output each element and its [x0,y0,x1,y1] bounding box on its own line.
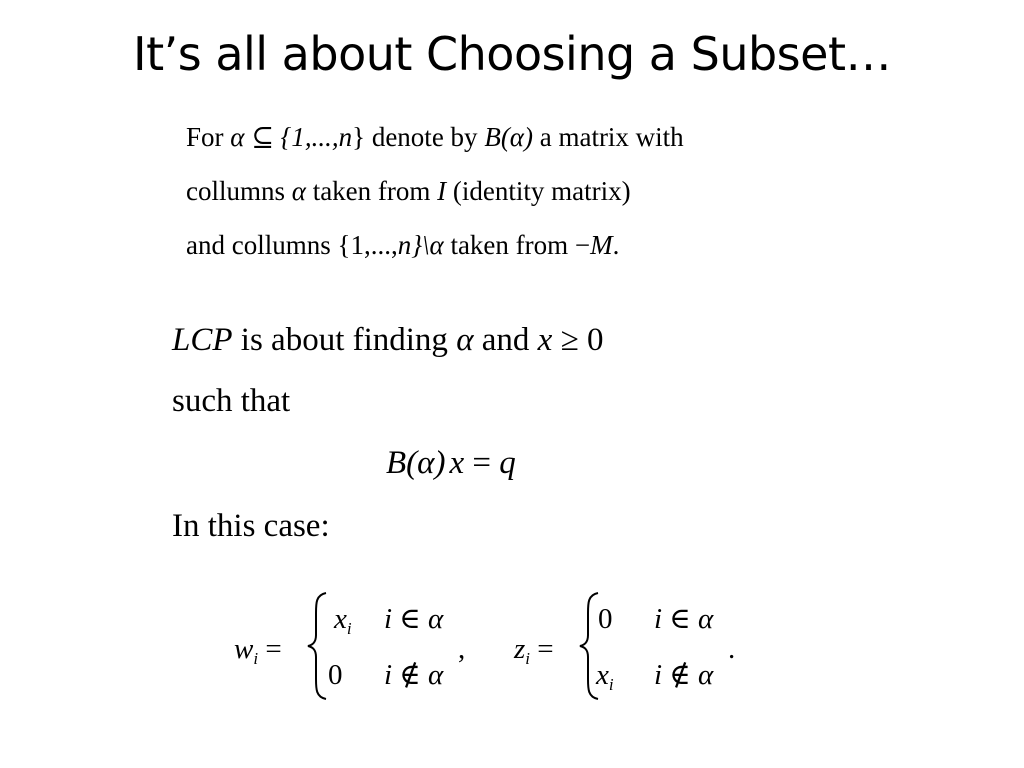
equation [386,442,516,484]
z-row1-condition [654,599,713,639]
math-w: w [234,633,254,665]
text: . [612,230,620,260]
left-brace-icon [306,591,328,701]
math-alpha: α [291,176,306,206]
math-B: B [386,445,407,481]
math-eq: = [530,633,554,665]
z-row2-value [596,655,614,695]
text: and collumns [186,230,338,260]
text: and [473,322,538,358]
math-eq: = [464,445,500,481]
math-x: x [449,445,465,481]
math-minus: − [574,230,591,260]
z-tail: . [728,633,736,665]
math-paren-alpha: (α) [500,122,533,152]
definition-line-1 [186,119,684,155]
definition-line-3 [186,227,619,263]
piecewise-z [514,597,754,709]
text: (identity matrix) [446,176,631,206]
math-x: x [537,322,553,358]
math-B: B [484,122,501,152]
definition-line-2 [186,173,631,209]
math-M: M [590,230,613,260]
w-row2-value: 0 [328,659,343,691]
text: a matrix with [532,122,684,152]
text: taken from [443,230,575,260]
main-line-2: such that [172,383,291,419]
text: collumns [186,176,292,206]
math-geq: ≥ 0 [552,322,604,358]
math-n: n [397,230,412,260]
math-cond: i ∈ α [654,603,714,635]
math-sub-i: i [253,649,259,668]
math-cond: i ∉ α [654,659,714,691]
math-sub-i: i [525,649,531,668]
text: For [186,122,231,152]
z-row2-condition [654,655,713,695]
math-set: {1,..., [337,230,398,260]
main-line-1 [172,319,603,361]
main-line-4: In this case: [172,508,330,544]
text: denote by [365,122,485,152]
z-lhs [514,629,554,669]
math-z: z [514,633,526,665]
w-row1-condition [384,599,443,639]
math-cond: i ∈ α [384,603,444,635]
math-eq: = [258,633,282,665]
math-sub-i: i [608,675,614,694]
math-setminus: }\α [411,230,444,260]
math-cond: i ∉ α [384,659,444,691]
z-row1-value: 0 [598,603,613,635]
math-alpha: α [456,322,474,358]
text: is about finding [232,322,457,358]
w-row1-value [334,599,352,639]
math-x: x [334,603,347,635]
math-sub-i: i [346,619,352,638]
math-n: n [338,122,353,152]
w-lhs [234,629,282,669]
w-row2-condition [384,655,443,695]
math-alpha-subset: α ⊆ {1,..., [230,122,339,152]
math-close: } [352,122,366,152]
w-tail: , [458,633,466,665]
piecewise-w [234,597,484,709]
math-q: q [499,445,516,481]
math-LCP: LCP [172,322,233,358]
slide-title: It’s all about Choosing a Subset… [133,27,891,81]
text: taken from [305,176,438,206]
math-paren-alpha: (α) [406,445,446,481]
math-x: x [596,659,609,691]
math-I: I [437,176,447,206]
